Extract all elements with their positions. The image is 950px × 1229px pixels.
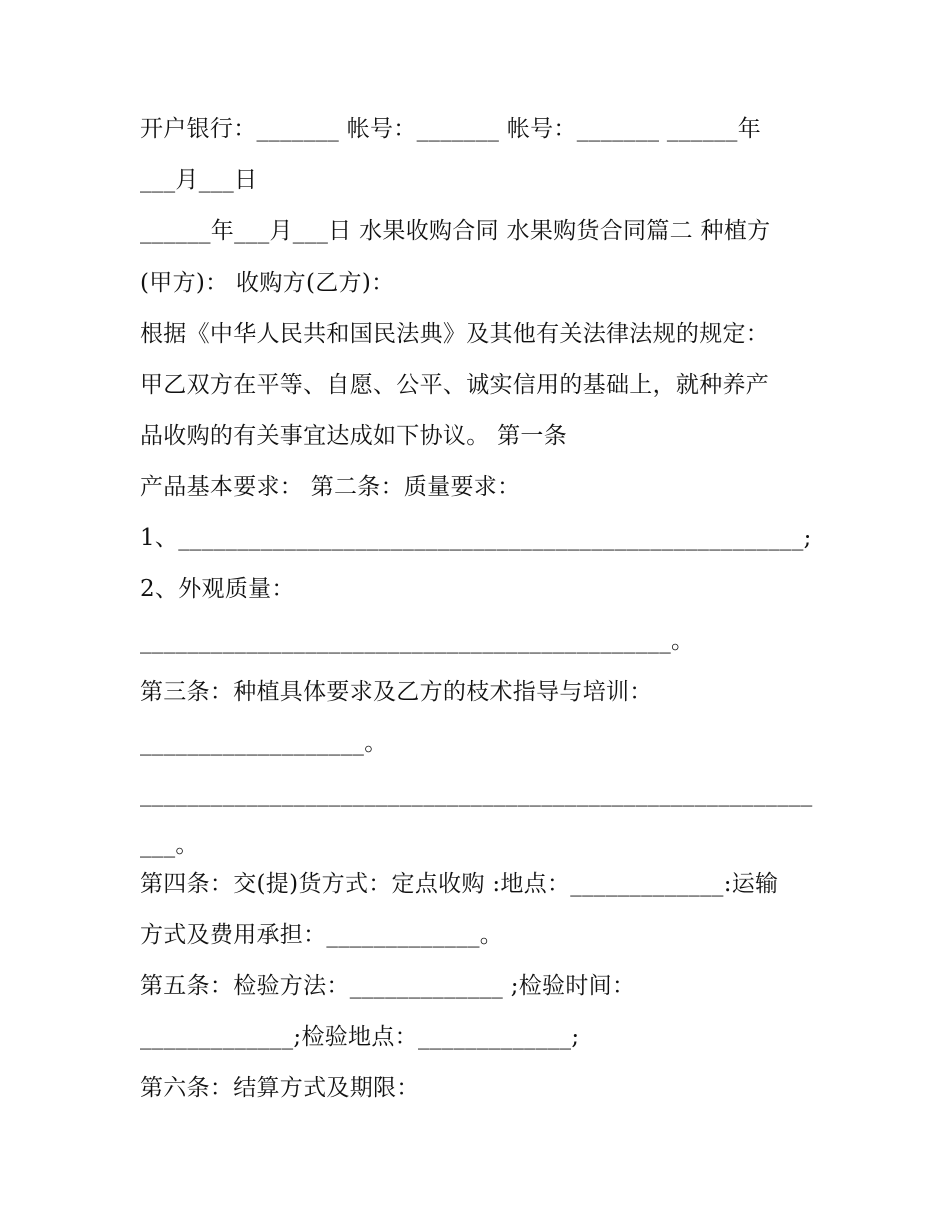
text-line-article-6: 第六条：结算方式及期限： <box>140 1075 420 1101</box>
text-line-principles: 甲乙双方在平等、自愿、公平、诚实信用的基础上，就种养产 <box>140 372 770 398</box>
text-line-bank-account: 开户银行：_______ 帐号：_______ 帐号：_______ ______年 <box>140 116 762 142</box>
text-line-date: ___月___日 <box>140 167 258 193</box>
text-line-legal-basis: 根据《中华人民共和国民法典》及其他有关法律法规的规定： <box>140 321 770 347</box>
text-line-title: ______年___月___日 水果收购合同 水果购货合同篇二 种植方 <box>140 218 771 244</box>
text-line-article-5: 第五条：检验方法：_____________ ;检验时间： <box>140 973 636 999</box>
text-line-blank-long: _________________________________________________________ <box>140 781 813 807</box>
text-line-article-4: 第四条：交(提)货方式：定点收购 :地点：_____________:运输 <box>140 871 779 897</box>
text-line-blank-appearance: _____________________________________________。 <box>140 628 695 654</box>
text-line-blank-short: ___________________。 <box>140 730 388 756</box>
text-line-item-1: 1、_____________________________________________________; <box>140 525 812 551</box>
text-line-article-3: 第三条：种植具体要求及乙方的枝术指导与培训： <box>140 679 653 705</box>
text-line-transport: 方式及费用承担：_____________。 <box>140 922 504 948</box>
text-line-parties: (甲方)： 收购方(乙方)： <box>140 270 395 296</box>
text-line-blank-end: ___。 <box>140 832 199 858</box>
text-line-article-2: 产品基本要求： 第二条：质量要求： <box>140 474 521 500</box>
text-line-agreement: 品收购的有关事宜达成如下协议。 第一条 <box>140 423 568 449</box>
text-line-inspection-place: _____________;检验地点：_____________; <box>140 1024 580 1050</box>
text-line-item-2: 2、外观质量： <box>140 576 295 602</box>
